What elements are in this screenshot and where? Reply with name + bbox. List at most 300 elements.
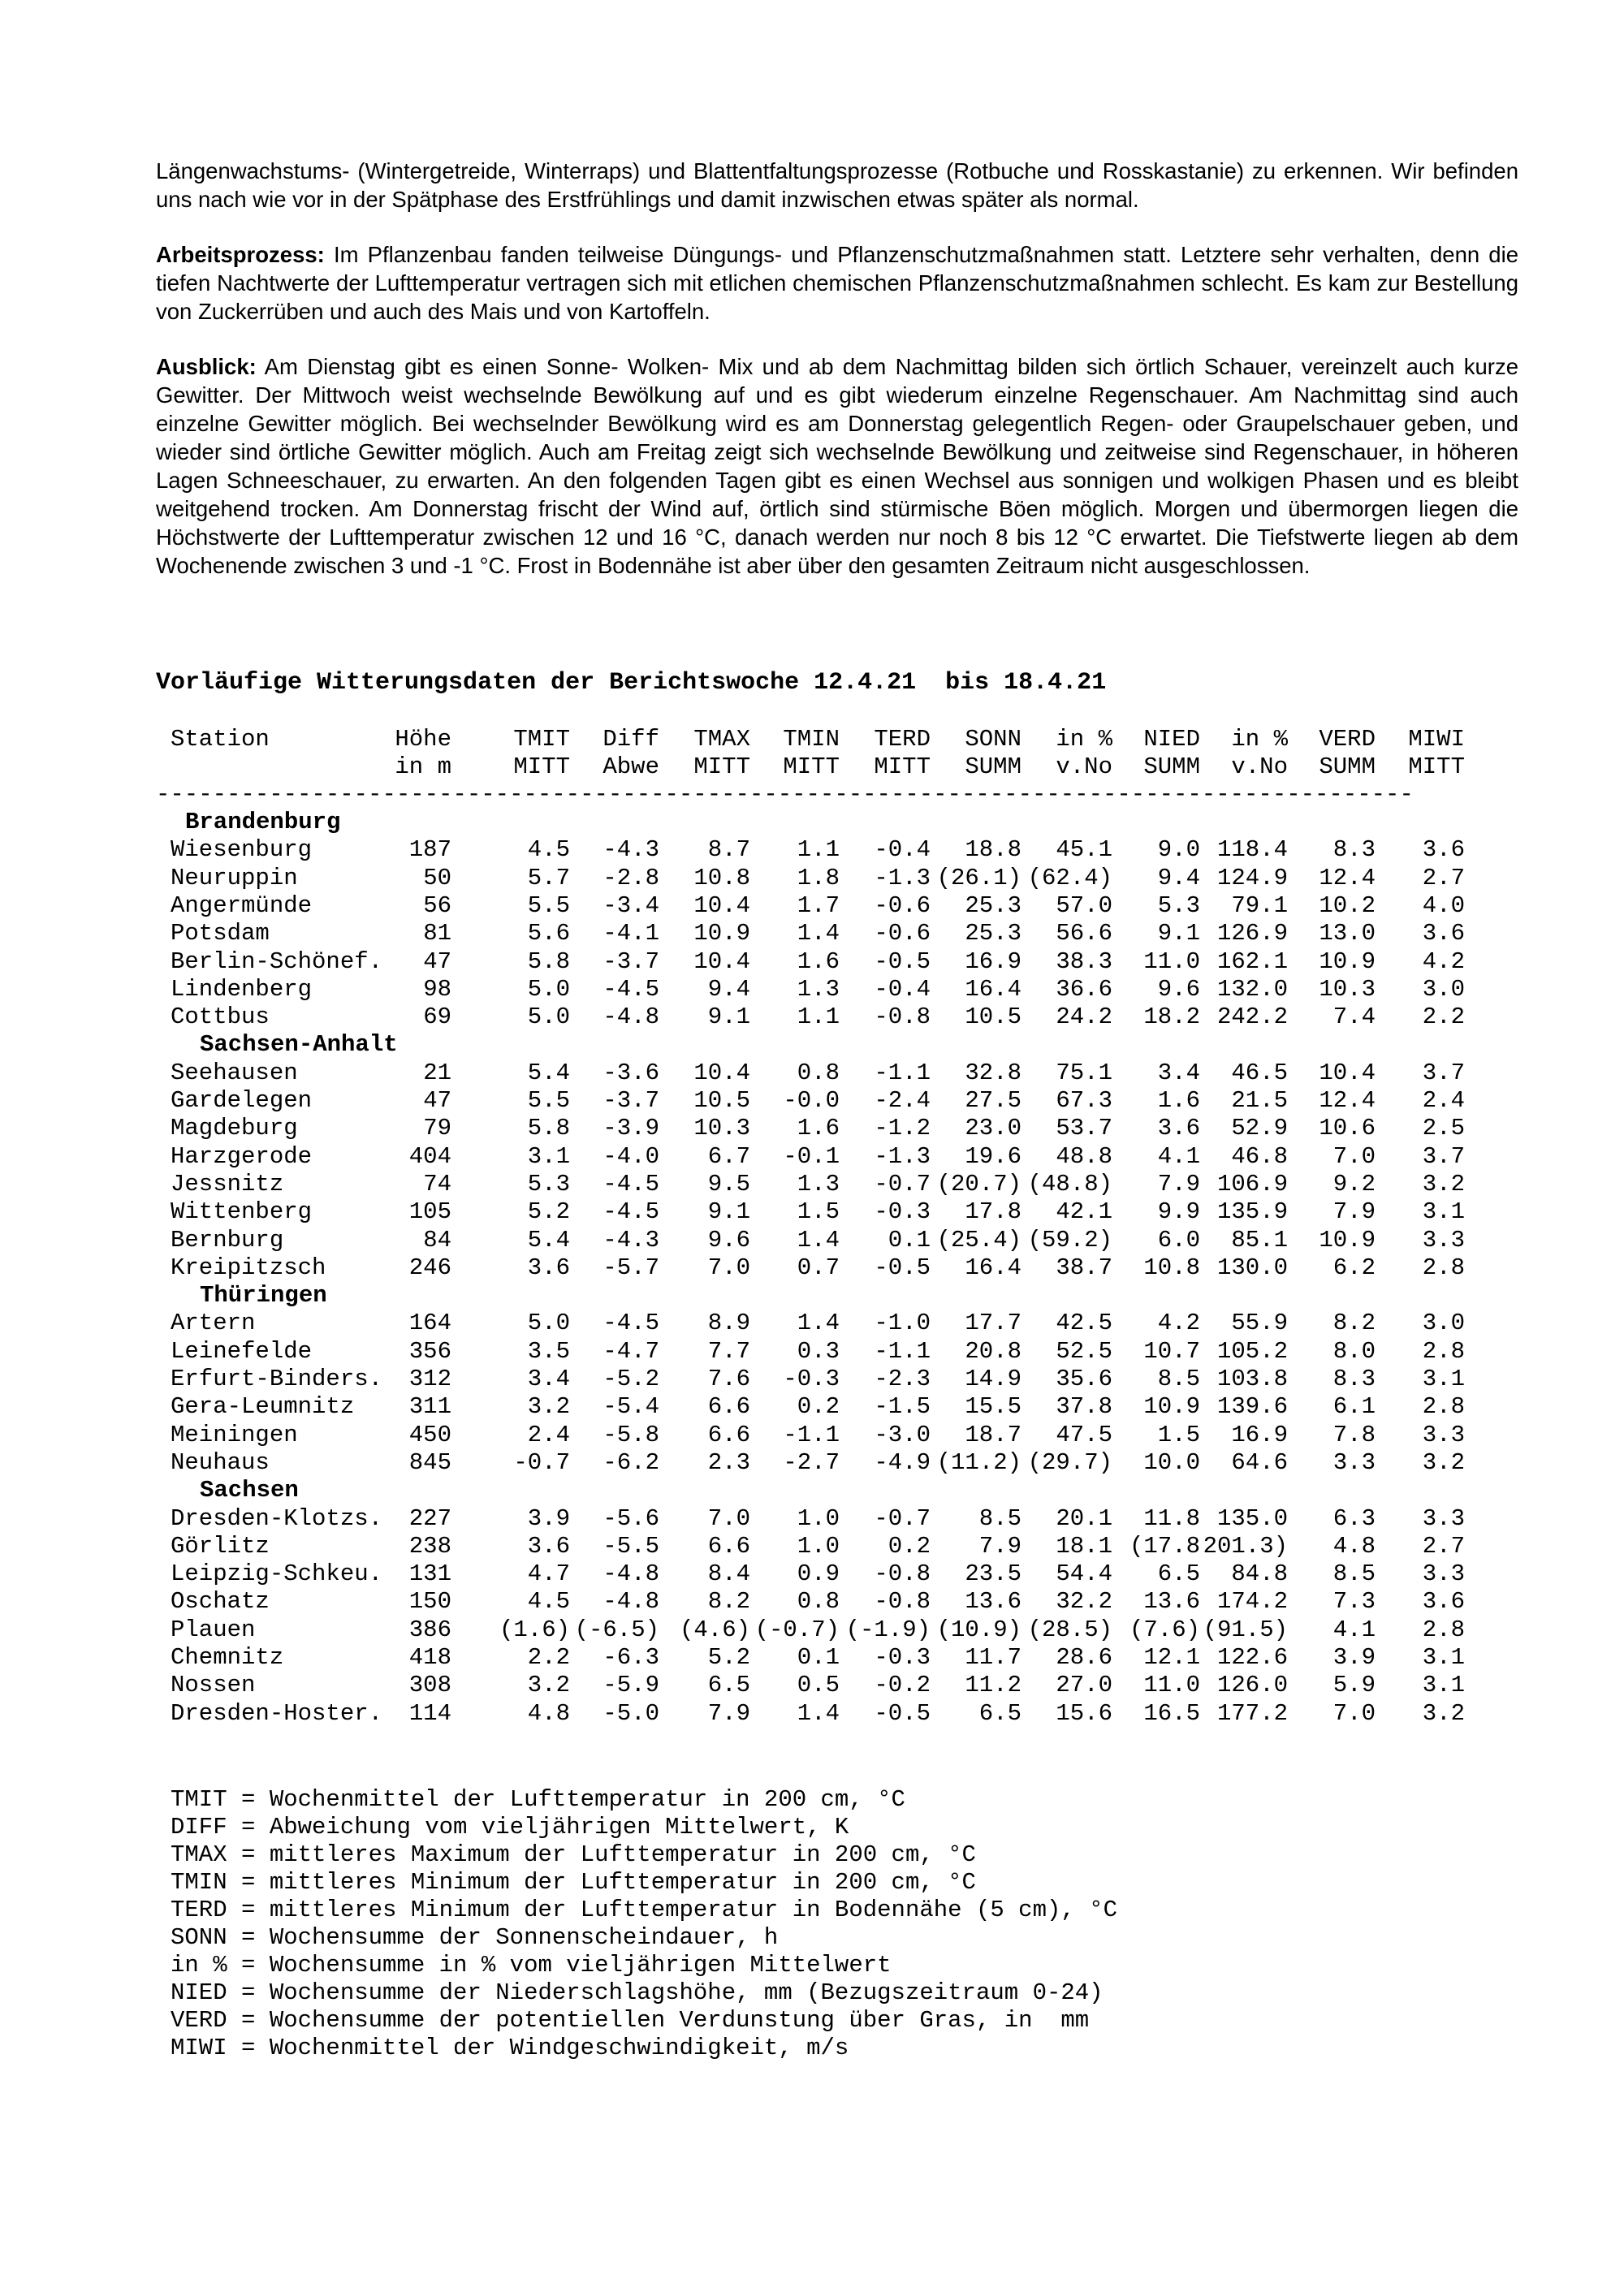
table-cell: 17.7 bbox=[965, 1310, 1021, 1337]
region-heading: Brandenburg bbox=[185, 809, 341, 835]
table-cell: 312 bbox=[408, 1366, 451, 1392]
table-cell: 8.3 bbox=[1332, 1366, 1376, 1392]
table-cell: 4.0 bbox=[1422, 891, 1465, 919]
table-cell: 32.8 bbox=[965, 1059, 1021, 1086]
table-cell: 135.0 bbox=[1216, 1504, 1288, 1532]
table-cell: -5.9 bbox=[603, 1672, 659, 1699]
station-name: Neuruppin bbox=[171, 864, 298, 891]
table-header-row-units bbox=[0, 753, 1624, 781]
table-row bbox=[0, 1533, 1624, 1560]
legend-line: SONN = Wochensumme der Sonnenscheindauer, h bbox=[171, 1924, 779, 1951]
table-cell: 25.3 bbox=[965, 891, 1021, 919]
table-cell: 1.1 bbox=[797, 1003, 840, 1031]
table-cell: 7.9 bbox=[978, 1532, 1021, 1560]
table-cell: 0.2 bbox=[888, 1532, 931, 1560]
station-name: Leipzig-Schkeu. bbox=[171, 1560, 383, 1588]
table-cell: -2.7 bbox=[783, 1448, 840, 1476]
table-cell: 3.6 bbox=[1422, 1588, 1465, 1616]
table-cell: 23.5 bbox=[965, 1560, 1021, 1588]
legend-line: MIWI = Wochenmittel der Windgeschwindigkeit, m/s bbox=[171, 2035, 849, 2061]
header-cell: in m bbox=[395, 753, 451, 780]
table-cell: 16.9 bbox=[965, 947, 1021, 975]
table-cell: 3.6 bbox=[527, 1532, 570, 1560]
paragraph-phenology: Längenwachstums- (Wintergetreide, Winterraps) und Blattentfaltungsprozesse (Rotbuche und Rosskastanie) zu erkennen. Wir befinden uns nach wie vor in der Spätphase des Erstfrühlings und damit inzwischen etwas später als normal. bbox=[156, 158, 1518, 212]
table-cell: -3.7 bbox=[603, 1087, 659, 1114]
table-cell: 174.2 bbox=[1216, 1588, 1288, 1616]
table-cell: 10.3 bbox=[693, 1115, 750, 1142]
table-cell: -4.9 bbox=[874, 1448, 931, 1476]
table-cell: -0.4 bbox=[874, 975, 931, 1003]
table-cell: 9.5 bbox=[707, 1170, 750, 1198]
table-cell: 2.7 bbox=[1422, 864, 1465, 891]
table-cell: 6.0 bbox=[1157, 1226, 1200, 1254]
station-name: Chemnitz bbox=[171, 1644, 284, 1671]
table-cell: -5.4 bbox=[603, 1393, 659, 1421]
table-row bbox=[0, 1171, 1624, 1198]
table-cell: 50 bbox=[423, 864, 451, 891]
table-cell: 7.0 bbox=[1332, 1699, 1376, 1727]
table-cell: (4.6) bbox=[679, 1616, 750, 1643]
table-cell: 18.8 bbox=[965, 836, 1021, 864]
table-cell: 10.5 bbox=[693, 1087, 750, 1114]
station-name: Dresden-Hoster. bbox=[171, 1699, 383, 1727]
table-cell: -1.3 bbox=[874, 864, 931, 891]
station-name: Leinefelde bbox=[171, 1337, 313, 1365]
table-cell: 0.7 bbox=[797, 1254, 840, 1281]
table-cell: -0.3 bbox=[783, 1366, 840, 1392]
table-cell: 16.4 bbox=[965, 975, 1021, 1003]
header-cell: TERD bbox=[874, 726, 931, 753]
table-cell: 10.9 bbox=[1319, 947, 1376, 975]
table-cell: 118.4 bbox=[1216, 836, 1288, 864]
table-cell: 9.1 bbox=[1157, 920, 1200, 947]
table-cell: 4.8 bbox=[1332, 1532, 1376, 1560]
table-cell: -3.9 bbox=[603, 1115, 659, 1142]
table-cell: (29.7) bbox=[1027, 1448, 1112, 1476]
table-row bbox=[0, 1227, 1624, 1254]
table-cell: 13.6 bbox=[965, 1588, 1021, 1616]
table-row bbox=[0, 1644, 1624, 1672]
table-cell: 2.8 bbox=[1422, 1337, 1465, 1365]
table-cell: 4.5 bbox=[527, 1588, 570, 1616]
table-cell: 0.8 bbox=[797, 1059, 840, 1086]
table-row bbox=[0, 1060, 1624, 1087]
table-cell: 131 bbox=[408, 1560, 451, 1588]
table-cell: 1.6 bbox=[1157, 1087, 1200, 1114]
table-cell: 7.0 bbox=[707, 1254, 750, 1281]
table-cell: 3.2 bbox=[1422, 1699, 1465, 1727]
table-cell: 1.3 bbox=[797, 975, 840, 1003]
header-cell: SUMM bbox=[965, 753, 1021, 780]
legend-line: TERD = mittleres Minimum der Lufttemperatur in Bodennähe (5 cm), °C bbox=[171, 1897, 1117, 1923]
table-cell: 2.7 bbox=[1422, 1532, 1465, 1560]
header-cell: in % bbox=[1056, 726, 1112, 753]
station-name: Harzgerode bbox=[171, 1142, 313, 1170]
table-cell: 8.0 bbox=[1332, 1337, 1376, 1365]
table-cell: -0.5 bbox=[874, 1254, 931, 1281]
header-cell: TMAX bbox=[693, 726, 750, 753]
header-cell: MITT bbox=[1408, 753, 1465, 780]
table-cell: 177.2 bbox=[1216, 1699, 1288, 1727]
station-name: Gera-Leumnitz bbox=[171, 1393, 355, 1421]
table-cell: 1.6 bbox=[797, 947, 840, 975]
table-cell: 1.5 bbox=[797, 1198, 840, 1226]
station-name: Berlin-Schönef. bbox=[171, 947, 383, 975]
table-cell: -3.0 bbox=[874, 1421, 931, 1448]
table-row bbox=[0, 1366, 1624, 1393]
table-cell: -4.5 bbox=[603, 1170, 659, 1198]
station-name: Görlitz bbox=[171, 1532, 270, 1560]
table-cell: -5.7 bbox=[603, 1254, 659, 1281]
table-cell: 8.5 bbox=[1157, 1366, 1200, 1392]
table-cell: 3.6 bbox=[1422, 920, 1465, 947]
table-cell: 1.0 bbox=[797, 1532, 840, 1560]
table-row bbox=[0, 1115, 1624, 1142]
table-cell: -0.3 bbox=[874, 1644, 931, 1671]
table-row bbox=[0, 1087, 1624, 1115]
table-row bbox=[0, 1588, 1624, 1616]
table-cell: 124.9 bbox=[1216, 864, 1288, 891]
table-cell: 3.2 bbox=[1422, 1448, 1465, 1476]
station-name: Seehausen bbox=[171, 1059, 298, 1086]
header-cell: VERD bbox=[1319, 726, 1376, 753]
table-cell: 12.4 bbox=[1319, 1087, 1376, 1114]
region-heading: Sachsen-Anhalt bbox=[200, 1031, 398, 1059]
table-cell: 11.2 bbox=[965, 1672, 1021, 1699]
table-cell: 10.2 bbox=[1319, 891, 1376, 919]
table-cell: 5.3 bbox=[1157, 891, 1200, 919]
table-cell: 69 bbox=[423, 1003, 451, 1031]
table-cell: 42.5 bbox=[1056, 1310, 1112, 1337]
header-cell: SONN bbox=[965, 726, 1021, 753]
table-cell: 1.8 bbox=[797, 864, 840, 891]
table-cell: 10.6 bbox=[1319, 1115, 1376, 1142]
header-cell: SUMM bbox=[1143, 753, 1200, 780]
table-cell: -2.8 bbox=[603, 864, 659, 891]
table-title: Vorläufige Witterungsdaten der Berichtswoche 12.4.21 bis 18.4.21 bbox=[156, 669, 1107, 697]
table-cell: 10.4 bbox=[1319, 1059, 1376, 1086]
table-cell: 126.9 bbox=[1216, 920, 1288, 947]
table-cell: 52.5 bbox=[1056, 1337, 1112, 1365]
table-cell: 4.1 bbox=[1157, 1142, 1200, 1170]
table-cell: 9.2 bbox=[1332, 1170, 1376, 1198]
table-cell: 0.2 bbox=[797, 1393, 840, 1421]
table-cell: 122.6 bbox=[1216, 1644, 1288, 1671]
table-cell: 11.7 bbox=[965, 1644, 1021, 1671]
table-cell: 19.6 bbox=[965, 1142, 1021, 1170]
table-cell: 6.1 bbox=[1332, 1393, 1376, 1421]
header-cell: MITT bbox=[783, 753, 840, 780]
table-cell: 3.6 bbox=[1422, 836, 1465, 864]
table-cell: 5.8 bbox=[527, 947, 570, 975]
legend-line: TMIT = Wochenmittel der Lufttemperatur in 200 cm, °C bbox=[171, 1786, 905, 1813]
table-cell: 4.1 bbox=[1332, 1616, 1376, 1643]
table-cell: 81 bbox=[423, 920, 451, 947]
table-cell: 47 bbox=[423, 1087, 451, 1114]
table-cell: 164 bbox=[408, 1310, 451, 1337]
table-cell: 5.3 bbox=[527, 1170, 570, 1198]
table-cell: (26.1) bbox=[936, 864, 1021, 891]
table-cell: 105.2 bbox=[1216, 1337, 1288, 1365]
table-cell: 32.2 bbox=[1056, 1588, 1112, 1616]
table-cell: 7.3 bbox=[1332, 1588, 1376, 1616]
table-legend bbox=[171, 1786, 1117, 2062]
table-cell: 18.2 bbox=[1143, 1003, 1200, 1031]
table-cell: 1.0 bbox=[797, 1504, 840, 1532]
table-cell: 11.0 bbox=[1143, 947, 1200, 975]
table-cell: (-0.7) bbox=[754, 1616, 840, 1643]
table-row bbox=[0, 892, 1624, 920]
table-row bbox=[0, 1198, 1624, 1226]
table-cell: 23.0 bbox=[965, 1115, 1021, 1142]
table-cell: 18.7 bbox=[965, 1421, 1021, 1448]
header-cell: Abwe bbox=[603, 753, 659, 780]
table-row bbox=[0, 1338, 1624, 1366]
table-cell: 8.2 bbox=[1332, 1310, 1376, 1337]
station-name: Wiesenburg bbox=[171, 836, 313, 864]
table-cell: 6.5 bbox=[1157, 1560, 1200, 1588]
station-name: Potsdam bbox=[171, 920, 270, 947]
table-cell: 114 bbox=[408, 1699, 451, 1727]
table-cell: 5.2 bbox=[707, 1644, 750, 1671]
table-cell: 15.6 bbox=[1056, 1699, 1112, 1727]
table-cell: (62.4) bbox=[1027, 864, 1112, 891]
table-cell: 2.3 bbox=[707, 1448, 750, 1476]
table-cell: 25.3 bbox=[965, 920, 1021, 947]
table-cell: 201.3) bbox=[1203, 1532, 1288, 1560]
table-cell: -1.1 bbox=[874, 1337, 931, 1365]
table-cell: 46.8 bbox=[1231, 1142, 1288, 1170]
table-cell: 2.8 bbox=[1422, 1254, 1465, 1281]
table-cell: 24.2 bbox=[1056, 1003, 1112, 1031]
table-cell: 246 bbox=[408, 1254, 451, 1281]
table-cell: 2.8 bbox=[1422, 1393, 1465, 1421]
table-cell: 55.9 bbox=[1231, 1310, 1288, 1337]
table-cell: 8.9 bbox=[707, 1310, 750, 1337]
table-cell: 7.9 bbox=[1332, 1198, 1376, 1226]
table-cell: 418 bbox=[408, 1644, 451, 1671]
table-cell: -4.7 bbox=[603, 1337, 659, 1365]
table-cell: 3.1 bbox=[527, 1142, 570, 1170]
table-cell: 98 bbox=[423, 975, 451, 1003]
table-cell: -0.4 bbox=[874, 836, 931, 864]
table-cell: -5.0 bbox=[603, 1699, 659, 1727]
table-cell: 28.6 bbox=[1056, 1644, 1112, 1671]
station-name: Magdeburg bbox=[171, 1115, 298, 1142]
table-cell: 47.5 bbox=[1056, 1421, 1112, 1448]
table-cell: 6.6 bbox=[707, 1393, 750, 1421]
table-cell: 20.1 bbox=[1056, 1504, 1112, 1532]
table-cell: 5.0 bbox=[527, 975, 570, 1003]
table-cell: 126.0 bbox=[1216, 1672, 1288, 1699]
table-cell: 84 bbox=[423, 1226, 451, 1254]
table-cell: 242.2 bbox=[1216, 1003, 1288, 1031]
table-cell: -0.2 bbox=[874, 1672, 931, 1699]
table-cell: -1.3 bbox=[874, 1142, 931, 1170]
table-cell: 9.4 bbox=[1157, 864, 1200, 891]
table-cell: 10.5 bbox=[965, 1003, 1021, 1031]
table-cell: -1.0 bbox=[874, 1310, 931, 1337]
table-row bbox=[0, 1393, 1624, 1421]
table-cell: 187 bbox=[408, 836, 451, 864]
table-cell: 3.6 bbox=[527, 1254, 570, 1281]
table-cell: 11.0 bbox=[1143, 1672, 1200, 1699]
header-cell: MIWI bbox=[1408, 726, 1465, 753]
table-cell: 56 bbox=[423, 891, 451, 919]
station-name: Jessnitz bbox=[171, 1170, 284, 1198]
table-cell: 20.8 bbox=[965, 1337, 1021, 1365]
table-cell: 16.5 bbox=[1143, 1699, 1200, 1727]
legend-line: NIED = Wochensumme der Niederschlagshöhe, mm (Bezugszeitraum 0-24) bbox=[171, 1979, 1104, 2006]
table-cell: 15.5 bbox=[965, 1393, 1021, 1421]
table-cell: 4.7 bbox=[527, 1560, 570, 1588]
table-cell: -4.8 bbox=[603, 1560, 659, 1588]
table-cell: 79 bbox=[423, 1115, 451, 1142]
header-cell: in % bbox=[1231, 726, 1288, 753]
table-cell: -4.1 bbox=[603, 920, 659, 947]
table-cell: 10.9 bbox=[1319, 1226, 1376, 1254]
table-cell: -4.5 bbox=[603, 1198, 659, 1226]
table-cell: -4.8 bbox=[603, 1003, 659, 1031]
table-cell: 10.8 bbox=[693, 864, 750, 891]
table-cell: 5.5 bbox=[527, 891, 570, 919]
table-cell: 0.3 bbox=[797, 1337, 840, 1365]
table-cell: 2.2 bbox=[1422, 1003, 1465, 1031]
station-name: Nossen bbox=[171, 1672, 256, 1699]
header-cell: NIED bbox=[1143, 726, 1200, 753]
table-row bbox=[0, 1003, 1624, 1031]
table-cell: 0.8 bbox=[797, 1588, 840, 1616]
table-cell: -0.0 bbox=[783, 1087, 840, 1114]
header-cell-station: Station bbox=[171, 726, 270, 753]
table-cell: 132.0 bbox=[1216, 975, 1288, 1003]
table-cell: 9.0 bbox=[1157, 836, 1200, 864]
table-cell: -3.7 bbox=[603, 947, 659, 975]
table-cell: 35.6 bbox=[1056, 1366, 1112, 1392]
table-cell: 3.2 bbox=[1422, 1170, 1465, 1198]
table-cell: 0.1 bbox=[888, 1226, 931, 1254]
table-cell: 13.0 bbox=[1319, 920, 1376, 947]
table-cell: 42.1 bbox=[1056, 1198, 1112, 1226]
table-cell: 3.6 bbox=[1157, 1115, 1200, 1142]
table-cell: 3.3 bbox=[1422, 1560, 1465, 1588]
table-cell: 9.1 bbox=[707, 1003, 750, 1031]
table-cell: 16.4 bbox=[965, 1254, 1021, 1281]
table-cell: 450 bbox=[408, 1421, 451, 1448]
table-cell: 21 bbox=[423, 1059, 451, 1086]
region-heading: Thüringen bbox=[200, 1282, 327, 1310]
table-cell: -0.8 bbox=[874, 1003, 931, 1031]
table-cell: 5.5 bbox=[527, 1087, 570, 1114]
table-cell: 1.4 bbox=[797, 1226, 840, 1254]
header-cell: Höhe bbox=[395, 726, 451, 753]
table-row bbox=[0, 920, 1624, 947]
table-cell: 6.6 bbox=[707, 1532, 750, 1560]
table-cell: 0.1 bbox=[797, 1644, 840, 1671]
table-cell: 7.9 bbox=[707, 1699, 750, 1727]
table-cell: -5.6 bbox=[603, 1504, 659, 1532]
legend-line: TMAX = mittleres Maximum der Lufttemperatur in 200 cm, °C bbox=[171, 1841, 976, 1868]
table-cell: 6.5 bbox=[978, 1699, 1021, 1727]
table-cell: 2.4 bbox=[527, 1421, 570, 1448]
table-cell: 1.4 bbox=[797, 1310, 840, 1337]
table-cell: 1.1 bbox=[797, 836, 840, 864]
table-cell: (-1.9) bbox=[845, 1616, 931, 1643]
table-cell: (28.5) bbox=[1027, 1616, 1112, 1643]
table-cell: 3.2 bbox=[527, 1672, 570, 1699]
table-cell: 5.2 bbox=[527, 1198, 570, 1226]
table-cell: 36.6 bbox=[1056, 975, 1112, 1003]
table-cell: 3.1 bbox=[1422, 1198, 1465, 1226]
station-name: Gardelegen bbox=[171, 1087, 313, 1114]
table-cell: -1.1 bbox=[783, 1421, 840, 1448]
table-cell: 10.0 bbox=[1143, 1448, 1200, 1476]
table-cell: 311 bbox=[408, 1393, 451, 1421]
table-cell: 8.4 bbox=[707, 1560, 750, 1588]
table-cell: (7.6) bbox=[1129, 1616, 1200, 1643]
table-cell: 46.5 bbox=[1231, 1059, 1288, 1086]
table-cell: 227 bbox=[408, 1504, 451, 1532]
table-cell: 3.5 bbox=[527, 1337, 570, 1365]
table-cell: -4.3 bbox=[603, 836, 659, 864]
table-cell: 3.7 bbox=[1422, 1059, 1465, 1086]
station-name: Erfurt-Binders. bbox=[171, 1366, 383, 1392]
header-cell: Diff bbox=[603, 726, 659, 753]
table-cell: 4.5 bbox=[527, 836, 570, 864]
table-cell: 38.3 bbox=[1056, 947, 1112, 975]
table-cell: 3.3 bbox=[1422, 1421, 1465, 1448]
table-cell: -2.3 bbox=[874, 1366, 931, 1392]
table-cell: 75.1 bbox=[1056, 1059, 1112, 1086]
table-cell: 105 bbox=[408, 1198, 451, 1226]
table-cell: 5.6 bbox=[527, 920, 570, 947]
table-cell: 54.4 bbox=[1056, 1560, 1112, 1588]
header-cell: v.No bbox=[1231, 753, 1288, 780]
table-row bbox=[0, 1672, 1624, 1699]
table-cell: (-6.5) bbox=[574, 1616, 659, 1643]
table-cell: -1.5 bbox=[874, 1393, 931, 1421]
paragraph-ausblick: Ausblick: Am Dienstag gibt es einen Sonne- Wolken- Mix und ab dem Nachmittag bilden sich örtlich Schauer, vereinzelt auch kurze Gewitter. Der Mittwoch weist wechselnde Bewölkung auf und es gibt wiederum einzelne Regenschauer. Am Nachmittag sind auch einzelne Gewitter möglich. Bei wechselnder Bewölkung wird es am Donnerstag gelegentlich Regen- oder Graupelschauer geben, und wieder sind örtliche Gewitter möglich. Auch am Freitag zeigt sich wechselnde Bewölkung und zeitweise sind Regenschauer, in höheren Lagen Schneeschauer, zu erwarten. An den folgenden Tagen gibt es einen Wechsel aus sonnigen und wolkigen Phasen und es bleibt weitgehend trocken. Am Donnerstag frischt der Wind auf, örtlich sind stürmische Böen möglich. Morgen und übermorgen liegen die Höchstwerte der Lufttemperatur zwischen 12 und 16 °C, danach werden nur noch 8 bis 12 °C erwartet. Die Tiefstwerte liegen ab dem Wochenende zwischen 3 und -1 °C. Frost in Bodennähe ist aber über den gesamten Zeitraum nicht ausgeschlossen. bbox=[156, 354, 1518, 578]
ausblick-heading: Ausblick: bbox=[156, 354, 257, 379]
table-cell: 3.1 bbox=[1422, 1644, 1465, 1671]
table-cell: 7.4 bbox=[1332, 1003, 1376, 1031]
table-cell: 16.9 bbox=[1231, 1421, 1288, 1448]
table-cell: (17.8 bbox=[1129, 1532, 1200, 1560]
table-row bbox=[0, 1700, 1624, 1728]
table-cell: 12.1 bbox=[1143, 1644, 1200, 1671]
table-cell: 9.1 bbox=[707, 1198, 750, 1226]
table-cell: -3.6 bbox=[603, 1059, 659, 1086]
station-name: Bernburg bbox=[171, 1226, 284, 1254]
arbeitsprozess-heading: Arbeitsprozess: bbox=[156, 242, 325, 267]
table-cell: 5.4 bbox=[527, 1226, 570, 1254]
table-cell: 10.4 bbox=[693, 1059, 750, 1086]
table-cell: 56.6 bbox=[1056, 920, 1112, 947]
table-row bbox=[0, 1560, 1624, 1588]
table-cell: 386 bbox=[408, 1616, 451, 1643]
table-cell: -0.6 bbox=[874, 891, 931, 919]
table-cell: -1.1 bbox=[874, 1059, 931, 1086]
table-row bbox=[0, 1505, 1624, 1533]
table-cell: 7.9 bbox=[1157, 1170, 1200, 1198]
table-cell: -0.1 bbox=[783, 1142, 840, 1170]
table-cell: 3.1 bbox=[1422, 1672, 1465, 1699]
table-cell: -6.2 bbox=[603, 1448, 659, 1476]
table-cell: 52.9 bbox=[1231, 1115, 1288, 1142]
table-cell: 10.4 bbox=[693, 947, 750, 975]
table-cell: 356 bbox=[408, 1337, 451, 1365]
table-cell: -4.5 bbox=[603, 1310, 659, 1337]
